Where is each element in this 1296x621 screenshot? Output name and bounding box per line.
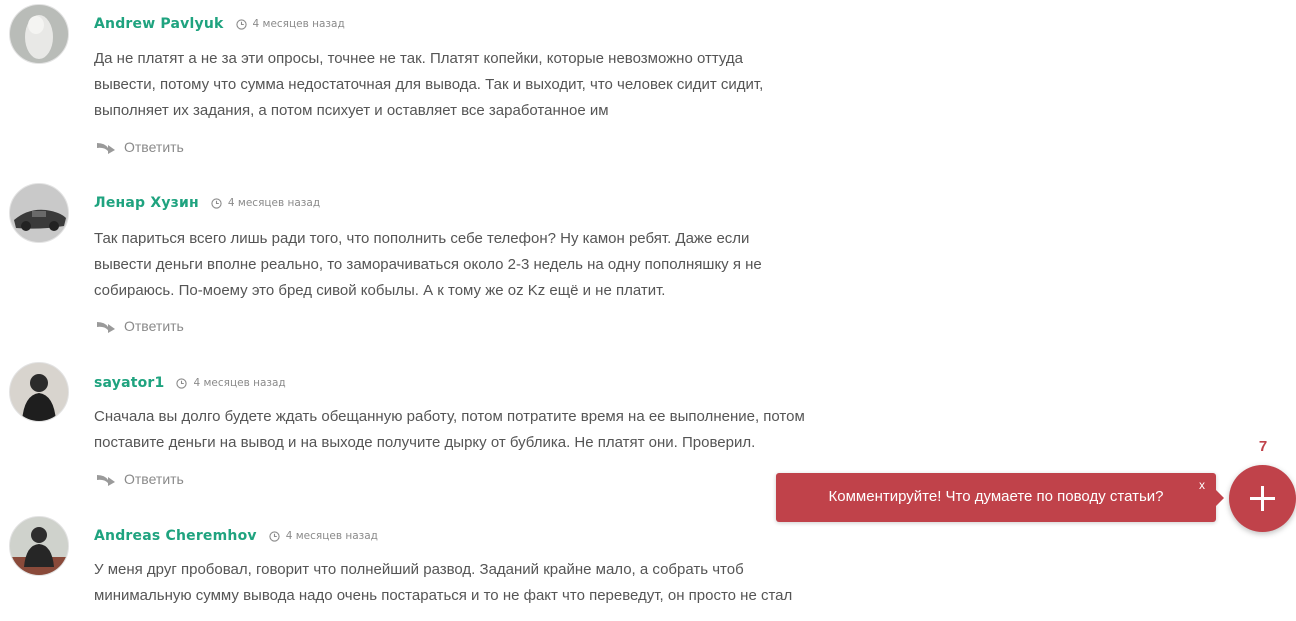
comment-author[interactable]: Ленар Хузин xyxy=(94,195,199,211)
clock-icon xyxy=(211,198,222,209)
comment-count-badge: 7 xyxy=(1258,438,1268,455)
reply-label: Ответить xyxy=(124,139,184,155)
comment-text-line: Сначала вы долго будете ждать обещанную работу, потом потратите время на ее выполнение, потом xyxy=(94,408,805,425)
reply-button[interactable] xyxy=(96,137,184,157)
comment-author[interactable]: sayator1 xyxy=(94,375,165,391)
comment-meta xyxy=(94,193,320,213)
comment-text-line: У меня друг пробовал, говорит что полнейший развод. Заданий крайне мало, а собрать чтоб xyxy=(94,561,744,578)
comment-text-line: минимальную сумму вывода надо очень постараться и то не факт что переведут, он просто не стал xyxy=(94,587,793,604)
avatar[interactable] xyxy=(9,516,69,576)
reply-button[interactable] xyxy=(96,316,184,336)
comment-text xyxy=(94,557,834,609)
comment-prompt-banner[interactable] xyxy=(776,473,1216,522)
comment-text xyxy=(94,46,834,124)
reply-label: Ответить xyxy=(124,318,184,334)
comment-author[interactable]: Andrew Pavlyuk xyxy=(94,16,224,32)
comment-text-line: Да не платят а не за эти опросы, точнее не так. Платят копейки, которые невозможно оттуда xyxy=(94,50,743,67)
avatar[interactable] xyxy=(9,4,69,64)
comment-meta xyxy=(94,14,345,34)
close-icon[interactable]: x xyxy=(1199,478,1205,492)
comment-text xyxy=(94,226,834,304)
comment-text xyxy=(94,404,834,456)
reply-arrow-icon xyxy=(96,472,116,486)
add-comment-button[interactable] xyxy=(1229,465,1296,532)
clock-icon xyxy=(269,531,280,542)
comment-meta xyxy=(94,373,286,393)
comment-date[interactable]: 4 месяцев назад xyxy=(285,530,378,542)
comment-text-line: Так париться всего лишь ради того, что пополнить себе телефон? Ну камон ребят. Даже если xyxy=(94,230,750,247)
comment-date[interactable]: 4 месяцев назад xyxy=(227,197,321,209)
avatar[interactable] xyxy=(9,362,69,422)
comment-text-line: поставите деньги на вывод и на выходе получите дырку от бублика. Не платят они. Проверил. xyxy=(94,434,756,451)
comment-text-line: вывести, потому что сумма недостаточная для вывода. Так и выходит, что человек сидит сидит, xyxy=(94,76,764,93)
reply-arrow-icon xyxy=(96,140,116,154)
reply-arrow-icon xyxy=(96,319,116,333)
comment-author[interactable]: Andreas Cheremhov xyxy=(94,528,257,544)
prompt-pointer xyxy=(1216,490,1224,506)
clock-icon xyxy=(236,19,247,30)
comment-meta xyxy=(94,526,378,546)
reply-label: Ответить xyxy=(124,471,184,487)
reply-button[interactable] xyxy=(96,469,184,489)
comment-prompt-text[interactable]: Комментируйте! Что думаете по поводу статьи? xyxy=(828,488,1164,505)
comment-text-line: собираюсь. По-моему это бред сивой кобылы. А к тому же oz Kz ещё и не платит. xyxy=(94,282,666,299)
avatar[interactable] xyxy=(9,183,69,243)
comment-text-line: вывести деньги вполне реально, то заморачиваться около 2-3 недель на одну пополняшку я не xyxy=(94,256,762,273)
clock-icon xyxy=(176,378,187,389)
comment-date[interactable]: 4 месяцев назад xyxy=(252,18,345,30)
plus-icon xyxy=(1249,485,1276,512)
comment-date[interactable]: 4 месяцев назад xyxy=(193,377,286,389)
comment-text-line: выполняет их задания, а потом психует и оставляет все заработанное им xyxy=(94,102,609,119)
